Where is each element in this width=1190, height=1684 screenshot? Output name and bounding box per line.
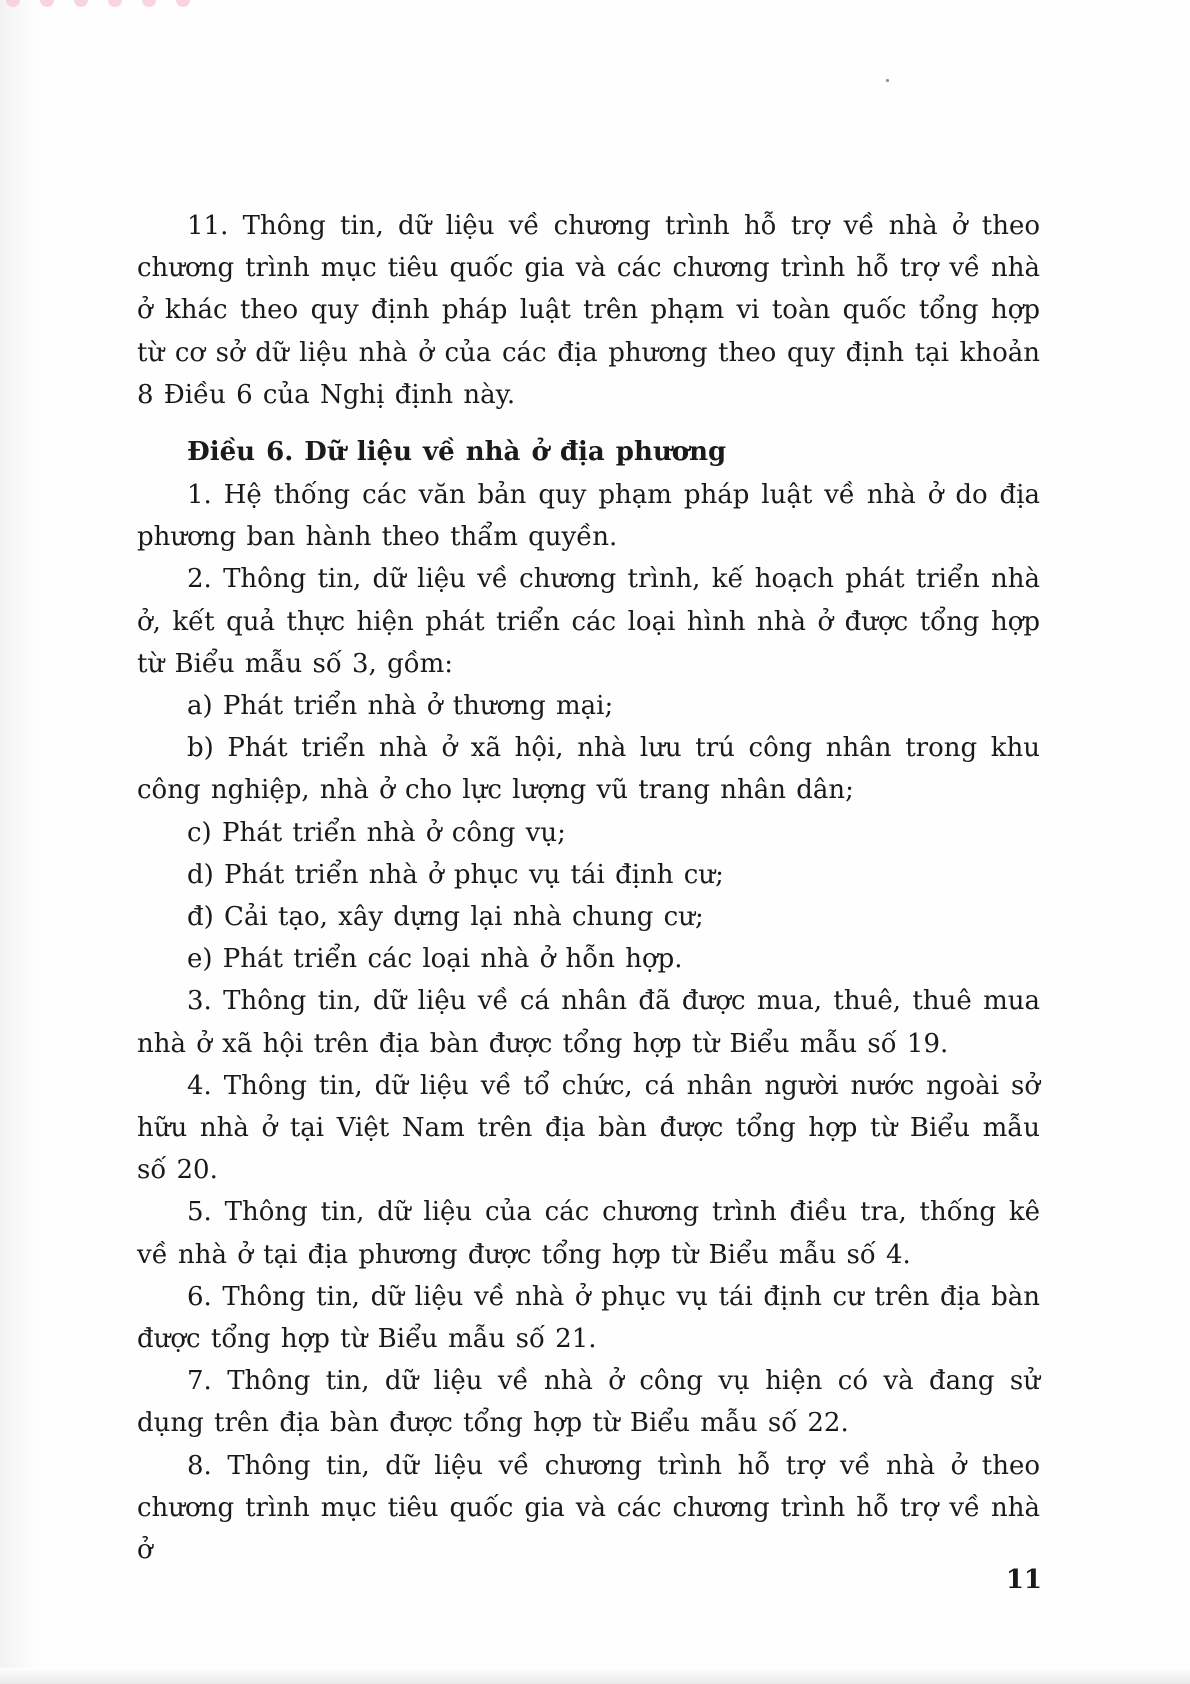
paragraph-4: 4. Thông tin, dữ liệu về tổ chức, cá nhân người nước ngoài sở hữu nhà ở tại Việt Nam trên địa bàn được tổng hợp từ Biểu mẫu số 20. [137,1070,1040,1186]
paragraph-2: 2. Thông tin, dữ liệu về chương trình, kế hoạch phát triển nhà ở, kết quả thực hiện phát triển các loại hình nhà ở được tổng hợp từ Biểu mẫu số 3, gồm: [137,564,1040,679]
document-body [137,205,1040,1571]
paragraph-1: 1. Hệ thống các văn bản quy phạm pháp luật về nhà ở do địa phương ban hành theo thẩm quyền. [137,480,1040,553]
article-heading: Điều 6. Dữ liệu về nhà ở địa phương [187,437,727,468]
page-number: 11 [1005,1565,1042,1595]
page-edge-shadow [0,0,44,1684]
paragraph-6: 6. Thông tin, dữ liệu về nhà ở phục vụ tái định cư trên địa bàn được tổng hợp từ Biểu mẫu số 21. [137,1281,1040,1355]
paragraph-3: 3. Thông tin, dữ liệu về cá nhân đã được mua, thuê, thuê mua nhà ở xã hội trên địa bàn được tổng hợp từ Biểu mẫu số 19. [137,986,1040,1059]
list-item-c: c) Phát triển nhà ở công vụ; [187,817,566,848]
list-item-dd: đ) Cải tạo, xây dựng lại nhà chung cư; [187,902,704,933]
paragraph-5: 5. Thông tin, dữ liệu của các chương trình điều tra, thống kê về nhà ở tại địa phương được tổng hợp từ Biểu mẫu số 4. [137,1197,1040,1270]
page-bottom-shadow [0,1668,1190,1684]
scan-speck [886,79,889,82]
list-item-e: e) Phát triển các loại nhà ở hỗn hợp. [187,944,683,975]
list-item-b: b) Phát triển nhà ở xã hội, nhà lưu trú công nhân trong khu công nghiệp, nhà ở cho lực lượng vũ trang nhân dân; [137,733,1040,806]
corner-ink-marks [0,0,200,14]
list-item-a: a) Phát triển nhà ở thương mại; [187,691,614,722]
paragraph-7: 7. Thông tin, dữ liệu về nhà ở công vụ hiện có và đang sử dụng trên địa bàn được tổng hợp từ Biểu mẫu số 22. [137,1366,1040,1439]
list-item-d: d) Phát triển nhà ở phục vụ tái định cư; [187,859,724,890]
paragraph-11: 11. Thông tin, dữ liệu về chương trình hỗ trợ về nhà ở theo chương trình mục tiêu quốc gia và các chương trình hỗ trợ về nhà ở khác theo quy định pháp luật trên phạm vi toàn quốc tổng hợp từ cơ sở dữ liệu nhà ở của các địa phương theo quy định tại khoản 8 Điều 6 của Nghị định này. [137,211,1040,410]
paragraph-8: 8. Thông tin, dữ liệu về chương trình hỗ trợ về nhà ở theo chương trình mục tiêu quốc gia và các chương trình hỗ trợ về nhà ở [137,1450,1040,1566]
